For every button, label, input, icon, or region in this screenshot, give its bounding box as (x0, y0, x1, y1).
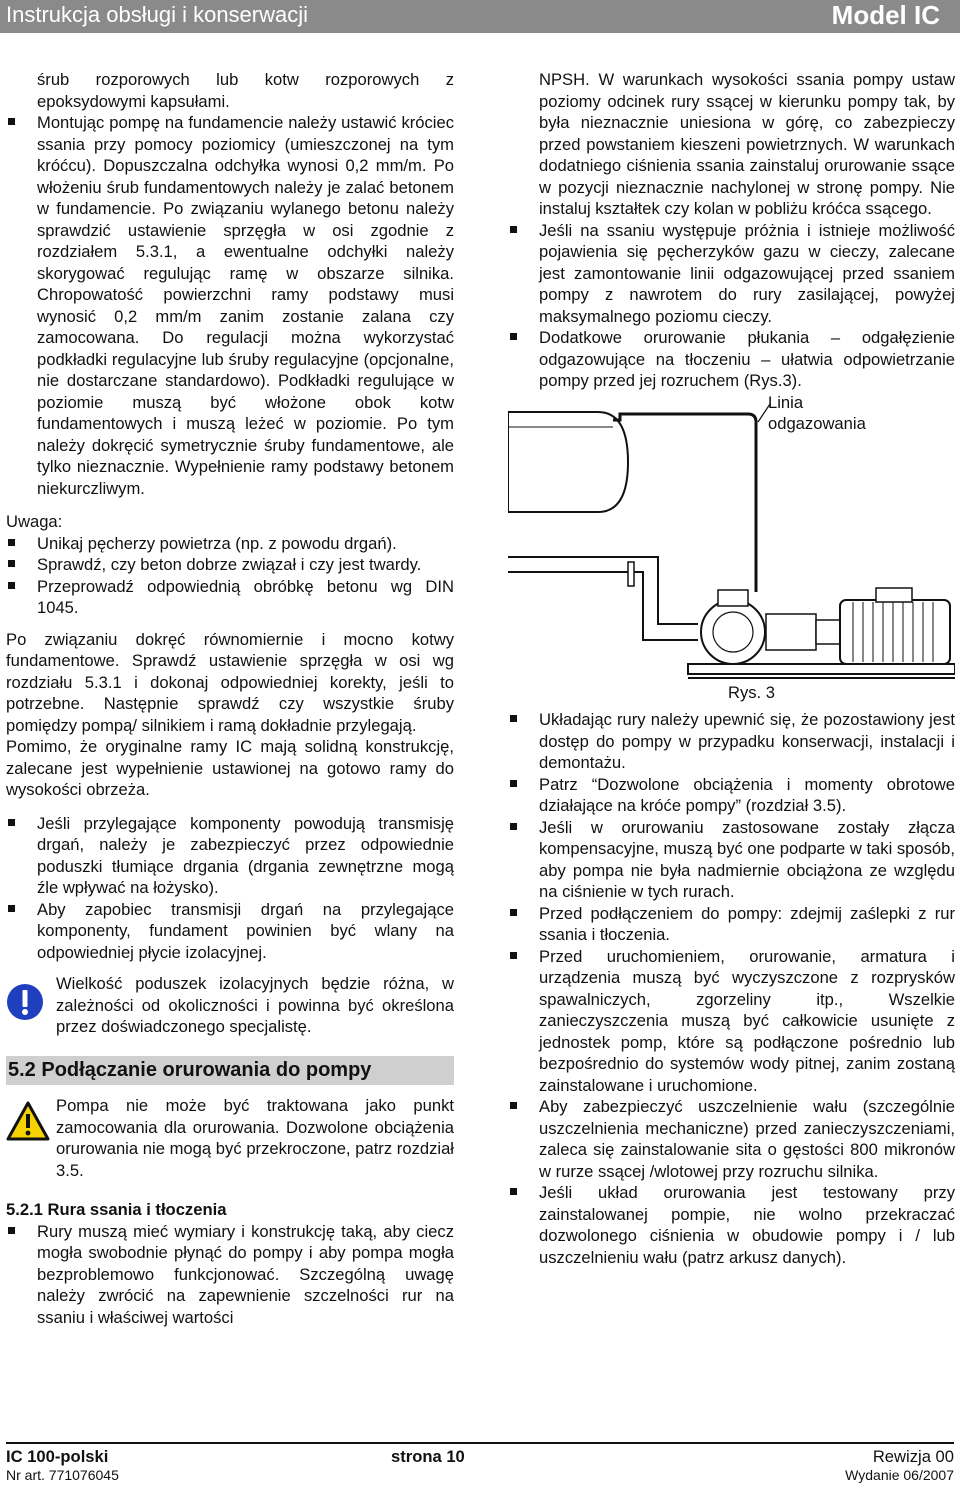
figure-label-degassing: odgazowania (768, 413, 866, 433)
bullet-pump-mounting: Montując pompę na fundamencie należy ustawić króciec ssania przy pomocy poziomicy (umieszczonej na tym króćcu). Dopuszczalna odchyłka wynosi 0,2 mm/m. Po włożeniu śrub fundamentowych należy je zalać betonem w fundamencie. Po związaniu wylanego betonu należy sprawdzić ustawienie sprzęgła w osi zgodnie z rozdziałem 5.3.1, a ewentualne odchyłki należy skorygować regulując ramę w obszarze silnika. Chropowatość powierzchni ramy podstawy musi wynosić 0,2 mm/m zanim zostanie zalana czy zamocowana. Do regulacji można wykorzystać podkładki regulacyjne lub śruby regulacyjne (opcjonalne, nie dostarczane standardowo). Podkładki regulujące w poziomie muszą być włożone obok kotw fundamentowych i muszą leżeć w poziomie. Po tym należy dokręcić symetrycznie śruby fundamentowe, ale tylko nieznacznie. Wypełnienie ramy podstawy betonem niekurczliwym. (6, 112, 454, 499)
footer-article-number: Nr art. 771076045 (6, 1467, 119, 1483)
info-note (6, 973, 454, 1038)
paragraph-frame-fill: Pomimo, że oryginalne ramy IC mają solidną konstrukcję, zalecane jest wypełnienie ustawionej na gotowo ramy do wysokości obrzeża. (6, 737, 454, 799)
figure-caption: Rys. 3 (727, 682, 776, 702)
bullet-pressure-test: Jeśli układ orurowania jest testowany przy zainstalowanej pompie, nie wolno przekraczać dozwolonego ciśnienia w obudowie pompy i / lub uszczelnieniu wału (patrz arkusz danych). (508, 1182, 955, 1268)
bullet-air-bubbles: Unikaj pęcherzy powietrza (np. z powodu drgań). (6, 533, 454, 555)
page-header (0, 0, 960, 33)
note-label: Uwaga: (6, 512, 63, 531)
bullet-din: Przeprowadź odpowiednią obróbkę betonu wg DIN 1045. (6, 576, 454, 619)
figure-label-line: Linia (768, 392, 804, 412)
pump-diagram (508, 392, 955, 682)
footer-revision: Rewizja 00 (872, 1447, 954, 1466)
paragraph-tighten-bolts: Po związaniu dokręć równomiernie i mocno kotwy fundamentowe. Sprawdź ustawienie sprzęgła w osi wg rozdziału 5.3.1 i dokonaj odpowiedniej korekty, jeśli to potrzebne. Następnie sprawdź czy wszystkie śruby pomiędzy pompą/ silnikiem i ramą dokładnie przylegają. (6, 629, 454, 735)
model-title: Model IC (831, 0, 940, 30)
bullet-isolation-plate: Aby zapobiec transmisji drgań na przylegające komponenty, fundament powinien być wlany na odpowiedniej płycie izolacyjnej. (6, 899, 454, 964)
bullet-access: Układając rury należy upewnić się, że pozostawiony jest dostęp do pompy w przypadku konserwacji, instalacji i demontażu. (508, 709, 955, 774)
note-insulation-text: Wielkość poduszek izolacyjnych będzie różna, w zależności od okoliczności i powinna być określona przez doświadczonego specjalistę. (56, 974, 454, 1036)
left-column (6, 69, 454, 1328)
warning-note (6, 1095, 454, 1181)
footer-row-1 (6, 1447, 954, 1469)
intro-paragraph: śrub rozporowych lub kotw rozporowych z epoksydowymi kapsułami. (37, 70, 454, 111)
footer-edition: Wydanie 06/2007 (845, 1467, 954, 1483)
footer-rule (6, 1442, 954, 1444)
figure-pump-installation (508, 392, 955, 682)
footer-page-number: strona 10 (391, 1447, 465, 1466)
bullet-cleaning: Przed uruchomieniem, orurowanie, armatura i urządzenia muszą być wyczyszczone z rozprysków spawalniczych, zgorzeliny itp., Wszelkie zanieczyszczenia muszą być całkowicie usunięte z jednostek pomp, które są podłączone pośrednio lub bezpośrednio do systemów wody pitnej, zanim zostaną zainstalowane i uruchomione. (508, 946, 955, 1097)
bullet-allowed-loads: Patrz “Dozwolone obciążenia i momenty obrotowe działające na króće pompy” (rozdział 3.5). (508, 774, 955, 817)
bullet-compensators: Jeśli w orurowaniu zastosowane zostały złącza kompensacyjne, muszą być one podparte w taki sposób, aby pompa nie była nadmiernie obciążona ze względu na ciśnienie w tych rurach. (508, 817, 955, 903)
footer-row-2 (6, 1467, 954, 1487)
bullet-vacuum: Jeśli na ssaniu występuje próżnia i istnieje możliwość pojawienia się pęcherzyków gazu w cieczy, zalecane jest zamontowanie linii odgazowującej przed ssaniem pompy z nawrotem do rury zasilającej, powyżej maksymalnego poziomu cieczy. (508, 220, 955, 328)
bullet-vibration: Jeśli przylegające komponenty powodują transmisję drgań, należy je zabezpieczyć przez odpowiednie poduszki tłumiące drgania (drgania zewnętrzne mogą źle wpływać na łożysko). (6, 813, 454, 899)
manual-title: Instrukcja obsługi i konserwacji (6, 2, 309, 27)
right-column (508, 69, 955, 1268)
exclamation-icon (6, 983, 44, 1027)
bullet-remove-caps: Przed podłączeniem do pompy: zdejmij zaślepki z rur ssania i tłoczenia. (508, 903, 955, 946)
bullet-flushing: Dodatkowe orurowanie płukania – odgałęzienie odgazowujące na tłoczeniu – ułatwia odpowietrzanie pompy przed jej rozruchem (Rys.3). (508, 327, 955, 392)
subsection-heading: 5.2.1 Rura ssania i tłoczenia (6, 1200, 227, 1219)
section-heading: 5.2 Podłączanie orurowania do pompy (6, 1056, 454, 1086)
paragraph-npsh: NPSH. W warunkach wysokości ssania pompy ustaw poziomy odcinek rury ssącej w kierunku pompy tak, by była nieznacznie uniesiona w górę, co zabezpieczy przed powstaniem kieszeni powietrznych. W warunkach dodatniego ciśnienia ssania zainstaluj orurowanie ssące w pozycji nieznacznie nachylonej w stronę pompy. Nie instaluj kształtek czy kolan w pobliżu króćca ssącego. (539, 70, 955, 218)
bullet-concrete-hard: Sprawdź, czy beton dobrze związał i czy jest twardy. (6, 554, 454, 576)
warning-text: Pompa nie może być traktowana jako punkt zamocowania dla orurowania. Dozwolone obciążenia orurowania nie mogą być przekroczone, patrz rozdział 3.5. (56, 1096, 454, 1180)
bullet-strainer: Aby zabezpieczyć uszczelnienie wału (szczególnie uszczelnienia mechaniczne) przed zanieczyszczeniami, zaleca się zainstalowanie sita o gęstości 800 mikronów w rurze ssącej /wlotowej przy rozruchu silnika. (508, 1096, 955, 1182)
warning-icon (6, 1101, 50, 1147)
footer-doc-id: IC 100-polski (6, 1447, 109, 1466)
bullet-pipes-dimensions: Rury muszą mieć wymiary i konstrukcję taką, aby ciecz mogła swobodnie płynąć do pompy i aby pompa mogła bezproblemowo funkcjonować. Szczególną uwagę należy zwrócić na zapewnienie szczelności rur na ssaniu i właściwej wartości (6, 1221, 454, 1329)
